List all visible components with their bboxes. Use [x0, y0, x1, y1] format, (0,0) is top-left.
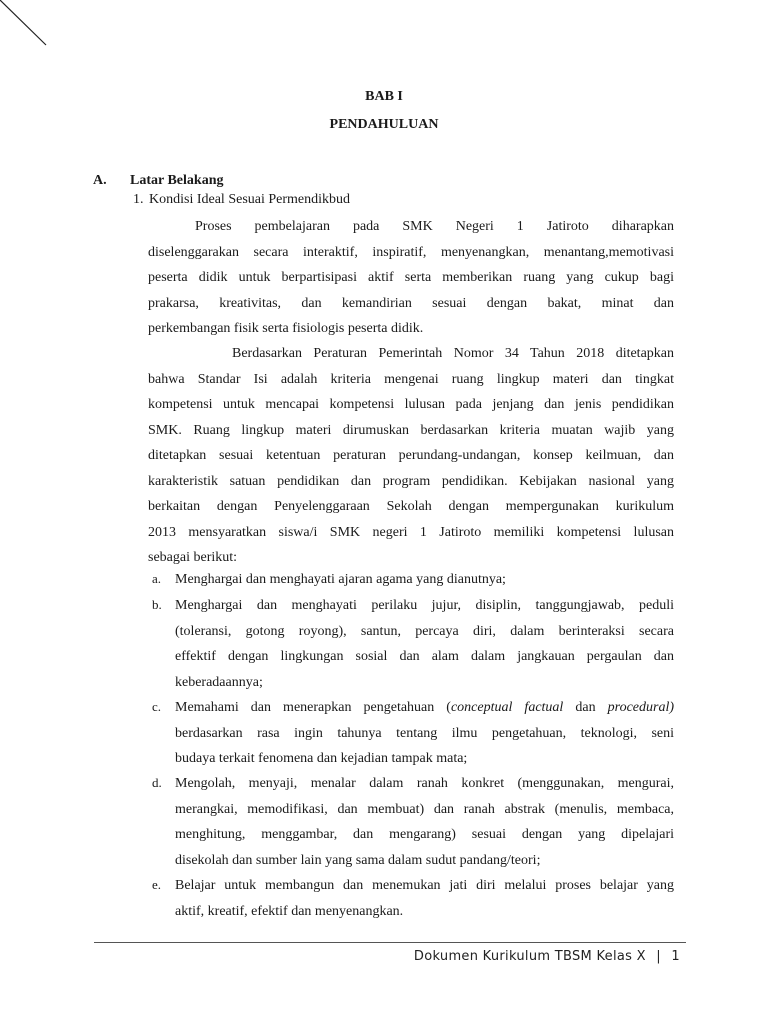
- paragraph-2-line: SMK. Ruang lingkup materi dirumuskan berdasarkan kriteria muatan wajib yang: [148, 422, 674, 438]
- paragraph-2-line: kompetensi untuk mencapai kompetensi lulusan pada jenjang dan jenis pendidikan: [148, 397, 674, 412]
- page-footer: [414, 949, 680, 964]
- section-title: Latar Belakang: [130, 173, 224, 188]
- subsection-number: 1.: [133, 192, 144, 207]
- section-letter: A.: [93, 173, 107, 188]
- paragraph-1-line: Proses pembelajaran pada SMK Negeri 1 Jatiroto diharapkan: [195, 219, 674, 234]
- paragraph-2-line: ditetapkan sesuai ketentuan peraturan perundang-undangan, konsep keilmuan, dan: [148, 448, 674, 463]
- list-item-line: Belajar untuk membangun dan menemukan jati diri melalui proses belajar yang: [175, 878, 674, 893]
- footer-page-number: 1: [671, 949, 680, 964]
- list-label-b: b.: [152, 597, 162, 612]
- paragraph-2-line: sebagai berikut:: [148, 550, 238, 565]
- list-item-text: Memahami dan menerapkan pengetahuan (: [175, 700, 451, 715]
- list-item-line: keberadaannya;: [175, 674, 263, 690]
- paragraph-2-line: berkaitan dengan Penyelenggaraan Sekolah dengan mempergunakan kurikulum: [148, 499, 674, 514]
- footer-separator: |: [656, 949, 661, 964]
- list-item-line: aktif, kreatif, efektif dan menyenangkan.: [175, 903, 404, 919]
- list-item-line: Menghargai dan menghayati perilaku jujur, disiplin, tanggungjawab, peduli: [175, 598, 674, 613]
- paragraph-1: [148, 214, 674, 342]
- list-item-line: merangkai, memodifikasi, dan membuat) dan ranah abstrak (menulis, membaca,: [175, 801, 674, 817]
- chapter-title: PENDAHULUAN: [329, 117, 439, 132]
- list-item-c: [175, 695, 674, 772]
- list-item-line: Mengolah, menyaji, menalar dalam ranah konkret (menggunakan, mengurai,: [175, 776, 674, 791]
- list-item-e: [175, 873, 674, 924]
- list-item-b: [175, 593, 674, 695]
- paragraph-2-line: karakteristik satuan pendidikan dan program pendidikan. Kebijakan nasional yang: [148, 473, 674, 489]
- list-item-line: menghitung, menggambar, dan mengarang) sesuai dengan yang dipelajari: [175, 827, 674, 842]
- list-item-text: dan: [563, 700, 608, 715]
- subsection-title: Kondisi Ideal Sesuai Permendikbud: [149, 192, 351, 207]
- corner-crop-mark: [0, 0, 60, 60]
- list-item-line: Menghargai dan menghayati ajaran agama yang dianutnya;: [175, 572, 506, 587]
- paragraph-2-line: 2013 mensyaratkan siswa/i SMK negeri 1 Jatiroto memiliki kompetensi lulusan: [148, 524, 674, 540]
- list-item-line: effektif dengan lingkungan sosial dan alam dalam jangkauan pergaulan dan: [175, 649, 674, 664]
- paragraph-1-line: perkembangan fisik serta fisiologis peserta didik.: [148, 321, 424, 336]
- paragraph-2-line: Berdasarkan Peraturan Pemerintah Nomor 34 Tahun 2018 ditetapkan: [232, 346, 674, 361]
- list-item-line: berdasarkan rasa ingin tahunya tentang ilmu pengetahuan, teknologi, seni: [175, 725, 674, 741]
- paragraph-2-line: bahwa Standar Isi adalah kriteria mengenai ruang lingkup materi dan tingkat: [148, 371, 674, 387]
- list-item-line: (toleransi, gotong royong), santun, percaya diri, dalam berinteraksi secara: [175, 623, 674, 639]
- chapter-label: BAB I: [365, 89, 403, 104]
- list-item-line-mixed: [175, 695, 674, 721]
- footer-document-title: Dokumen Kurikulum TBSM Kelas X: [413, 949, 646, 964]
- paragraph-1-line: diselenggarakan secara interaktif, inspiratif, menyenangkan, menantang,memotivasi: [148, 244, 674, 260]
- list-item-line: disekolah dan sumber lain yang sama dalam sudut pandang/teori;: [175, 852, 541, 868]
- list-item-line: budaya terkait fenomena dan kejadian tampak mata;: [175, 751, 468, 766]
- list-item-a: [175, 567, 674, 593]
- list-label-e: e.: [152, 877, 162, 892]
- paragraph-1-line: peserta didik untuk berpartisipasi aktif serta memberikan ruang yang cukup bagi: [148, 270, 674, 285]
- list-label-c: c.: [152, 699, 162, 714]
- footer-divider: [94, 942, 686, 943]
- italic-term: conceptual factual: [450, 700, 564, 715]
- list-label-a: a.: [152, 571, 162, 586]
- paragraph-2: [148, 341, 674, 571]
- list-item-d: [175, 771, 674, 873]
- italic-term: procedural): [607, 700, 674, 715]
- paragraph-1-line: prakarsa, kreativitas, dan kemandirian sesuai dengan bakat, minat dan: [148, 295, 674, 311]
- list-label-d: d.: [152, 775, 162, 790]
